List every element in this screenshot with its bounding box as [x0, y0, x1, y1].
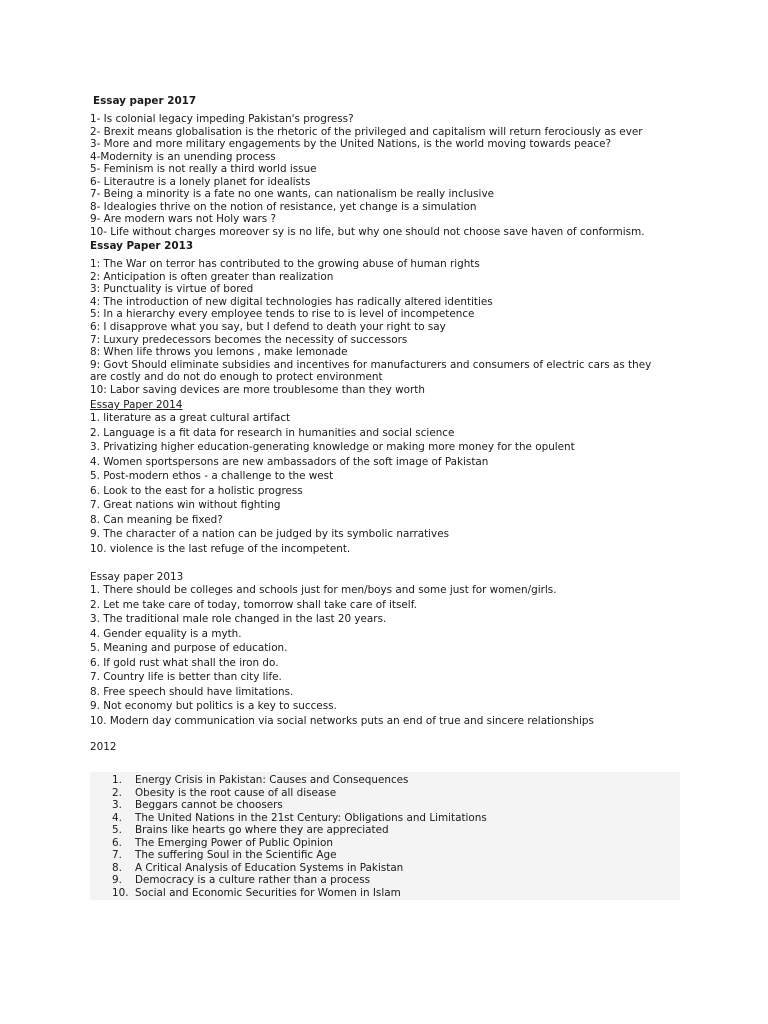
list-item [112, 874, 487, 887]
section-2013-b-list-wrap [90, 583, 690, 728]
item-text: Obesity is the root cause of all disease [135, 786, 337, 799]
list-item: 5- Feminism is not really a third world issue [90, 163, 317, 175]
item-number: 7. [112, 849, 122, 861]
question-list [90, 258, 690, 397]
list-item: 4-Modernity is an unending process [90, 150, 276, 163]
list-item: 2: Anticipation is often greater than realization [90, 270, 334, 283]
section-2014-list-wrap [90, 411, 690, 556]
item-number: 2. [112, 786, 122, 799]
section-title: Essay Paper 2013 [90, 240, 194, 252]
item-number: 4. [112, 811, 122, 824]
item-number: 9. [112, 874, 122, 886]
item-text: The United Nations in the 21st Century: Obligations and Limitations [135, 811, 487, 824]
item-number: 10. [112, 886, 129, 899]
item-number: 1. [112, 774, 122, 786]
list-item: 9: Govt Should eliminate subsidies and incentives for manufacturers and consumers of electric cars as they are costly and do not do enough to protect environment [90, 358, 652, 384]
item-text: The Emerging Power of Public Opinion [135, 836, 333, 849]
list-item: 10. Modern day communication via social networks puts an end of true and sincere relationships [90, 714, 594, 727]
item-text: Energy Crisis in Pakistan: Causes and Consequences [135, 774, 409, 786]
list-item: 6. Look to the east for a holistic progress [90, 484, 303, 497]
list-item: 5. Post-modern ethos - a challenge to the west [90, 470, 334, 482]
list-item [112, 799, 487, 812]
list-item: 10: Labor saving devices are more troublesome than they worth [90, 383, 425, 396]
section-2013-a-list-wrap [90, 258, 690, 397]
list-item [112, 812, 487, 825]
list-item: 7. Country life is better than city life. [90, 671, 282, 683]
list-item: 3- More and more military engagements by the United Nations, is the world moving towards peace? [90, 138, 612, 150]
question-list [90, 113, 690, 238]
list-item [112, 849, 487, 862]
section-2013-a [90, 239, 690, 253]
item-text: A Critical Analysis of Education Systems in Pakistan [135, 861, 404, 874]
section-title: Essay Paper 2014 [90, 399, 183, 411]
list-item: 7. Great nations win without fighting [90, 499, 281, 511]
list-item: 5. Meaning and purpose of education. [90, 642, 288, 654]
list-item: 7: Luxury predecessors becomes the necessity of successors [90, 333, 408, 346]
item-number: 3. [112, 799, 122, 811]
list-item: 4. Women sportspersons are new ambassadors of the soft image of Pakistan [90, 455, 489, 468]
list-item: 9. Not economy but politics is a key to success. [90, 700, 337, 712]
section-2017 [93, 94, 693, 108]
list-item: 9- Are modern wars not Holy wars ? [90, 213, 277, 225]
item-text: Democracy is a culture rather than a process [135, 874, 371, 886]
list-item: 6- Literautre is a lonely planet for idealists [90, 175, 311, 188]
item-text: Social and Economic Securities for Women in Islam [135, 886, 401, 899]
list-item [112, 862, 487, 875]
list-item: 3: Punctuality is virtue of bored [90, 283, 254, 296]
list-item [112, 774, 487, 787]
section-title: Essay paper 2017 [93, 95, 197, 107]
list-item: 8: When life throws you lemons , make lemonade [90, 346, 348, 359]
list-item: 7- Being a minority is a fate no one wants, can nationalism be really inclusive [90, 188, 494, 200]
section-2014 [90, 398, 690, 412]
list-item [112, 824, 487, 837]
item-number: 6. [112, 836, 122, 849]
list-item: 4. Gender equality is a myth. [90, 627, 242, 640]
list-item: 8. Can meaning be fixed? [90, 513, 223, 526]
list-item: 3. Privatizing higher education-generating knowledge or making more money for the opulent [90, 441, 575, 453]
list-item: 1. There should be colleges and schools just for men/boys and some just for women/girls. [90, 584, 557, 596]
section-2017-list-wrap [90, 113, 690, 238]
list-item: 10- Life without charges moreover sy is no life, but why one should not choose save haven of conformism. [90, 225, 645, 238]
list-item: 1. literature as a great cultural artifact [90, 412, 291, 424]
list-item: 6. If gold rust what shall the iron do. [90, 656, 279, 669]
item-number: 5. [112, 824, 122, 836]
list-item: 5: In a hierarchy every employee tends to rise to is level of incompetence [90, 308, 475, 321]
list-item: 3. The traditional male role changed in the last 20 years. [90, 613, 387, 625]
item-text: Brains like hearts go where they are appreciated [135, 824, 389, 836]
list-item: 10. violence is the last refuge of the incompetent. [90, 542, 351, 555]
item-number: 8. [112, 861, 122, 874]
list-item: 8- Idealogies thrive on the notion of resistance, yet change is a simulation [90, 200, 477, 213]
list-item: 4: The introduction of new digital technologies has radically altered identities [90, 295, 493, 308]
section-2012 [90, 740, 690, 754]
question-list-2012 [112, 774, 487, 899]
item-text: Beggars cannot be choosers [135, 799, 283, 811]
section-title: 2012 [90, 741, 117, 753]
list-item [112, 887, 487, 900]
list-item: 8. Free speech should have limitations. [90, 685, 294, 698]
list-item: 1: The War on terror has contributed to the growing abuse of human rights [90, 258, 480, 270]
list-item: 2- Brexit means globalisation is the rhetoric of the privileged and capitalism will return ferociously as ever [90, 125, 643, 138]
list-item: 9. The character of a nation can be judged by its symbolic narratives [90, 528, 450, 540]
list-item: 6: I disapprove what you say, but I defend to death your right to say [90, 320, 446, 333]
list-item [112, 837, 487, 850]
list-item: 2. Let me take care of today, tomorrow shall take care of itself. [90, 598, 417, 611]
item-text: The suffering Soul in the Scientific Age [135, 849, 337, 861]
section-2013-b [90, 570, 690, 584]
section-title: Essay paper 2013 [90, 571, 184, 583]
question-list [90, 583, 690, 728]
list-item [112, 787, 487, 800]
list-item: 2. Language is a fit data for research in humanities and social science [90, 426, 455, 439]
question-list [90, 411, 690, 556]
list-item: 1- Is colonial legacy impeding Pakistan's progress? [90, 113, 354, 125]
